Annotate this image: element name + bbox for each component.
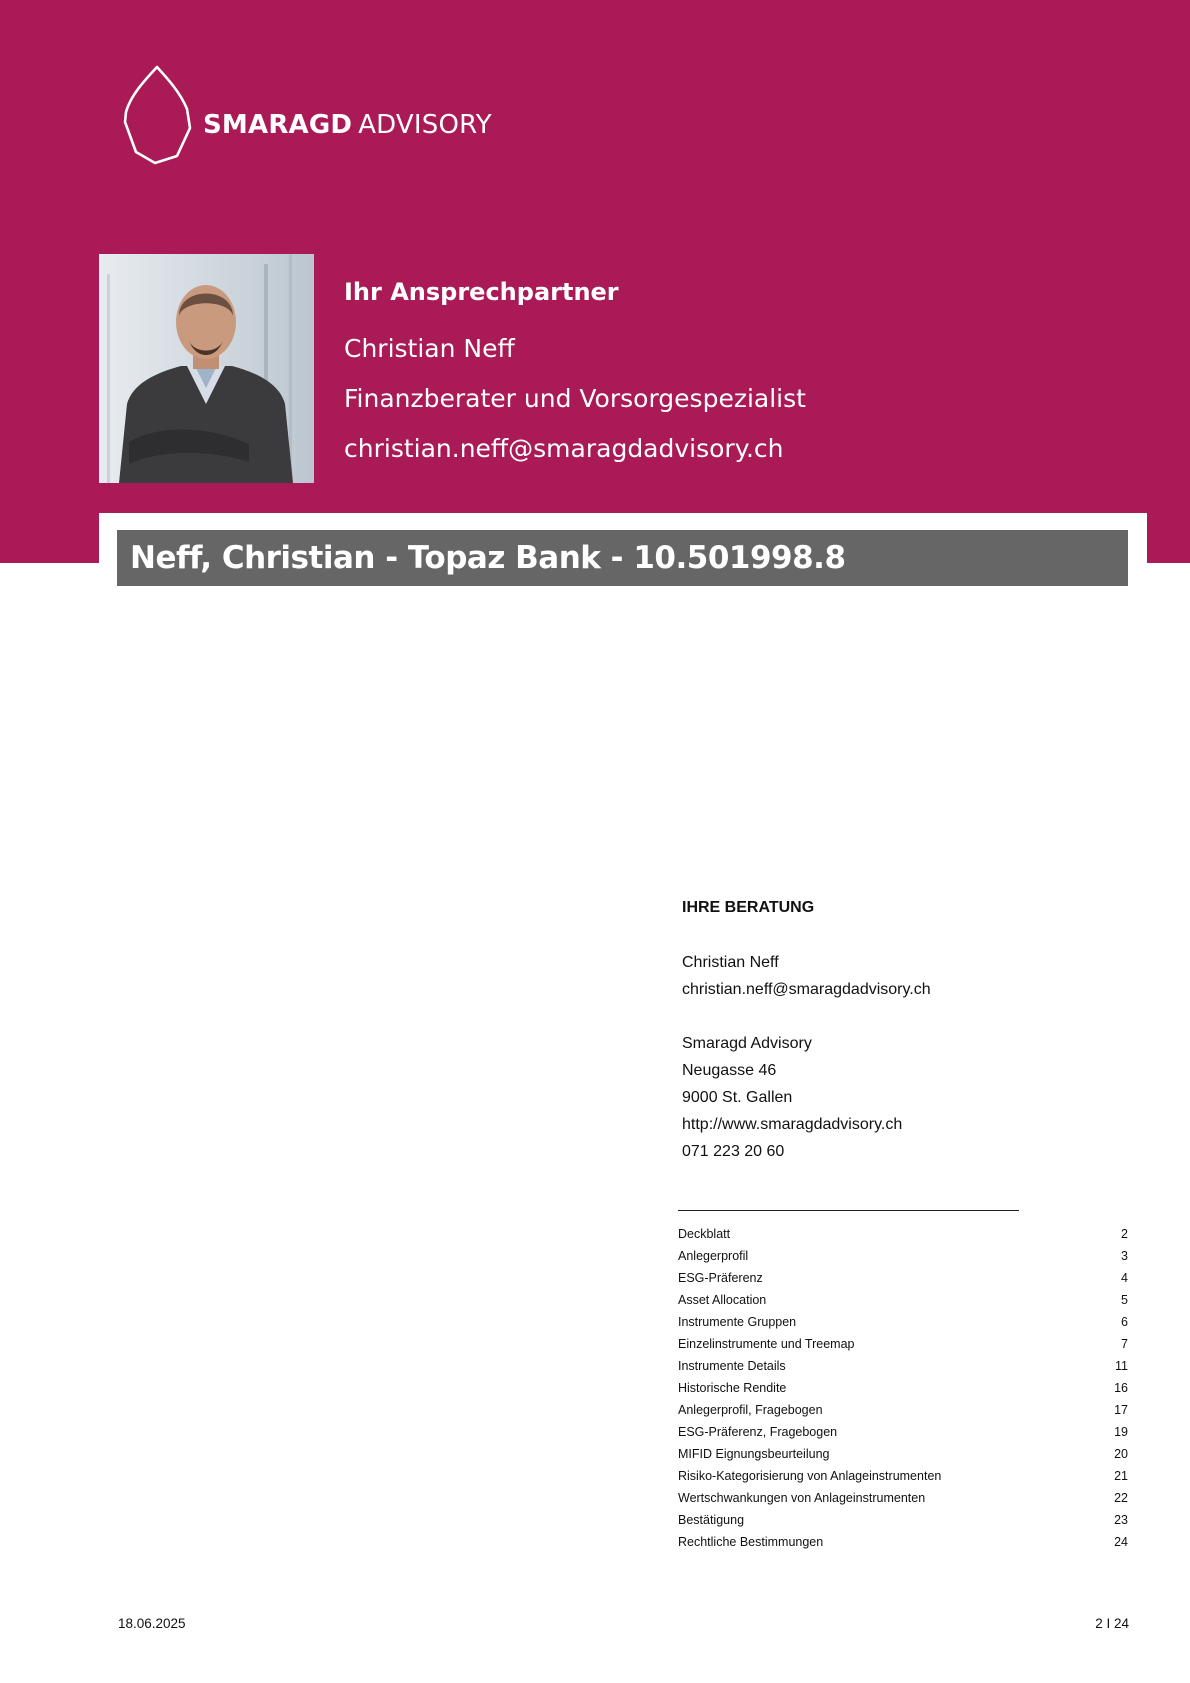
toc-page: 7 xyxy=(1121,1337,1128,1351)
contact-role: Finanzberater und Vorsorgespezialist xyxy=(344,384,806,413)
advice-website[interactable]: http://www.smaragdadvisory.ch xyxy=(682,1116,903,1133)
document-title: Neff, Christian - Topaz Bank - 10.501998.8 xyxy=(117,530,1128,586)
gem-drop-icon xyxy=(122,64,192,166)
toc-page: 23 xyxy=(1114,1513,1128,1527)
toc-item[interactable] xyxy=(678,1399,1128,1421)
toc-page: 5 xyxy=(1121,1293,1128,1307)
toc-label: Instrumente Details xyxy=(678,1359,786,1373)
toc-page: 4 xyxy=(1121,1271,1128,1285)
spacer xyxy=(682,1003,931,1030)
toc-page: 11 xyxy=(1115,1359,1128,1373)
toc-label: Instrumente Gruppen xyxy=(678,1315,797,1329)
advice-city: 9000 St. Gallen xyxy=(682,1089,793,1106)
smaragd-logo xyxy=(122,64,502,166)
toc-label: Deckblatt xyxy=(678,1227,731,1241)
toc-item[interactable] xyxy=(678,1443,1128,1465)
toc-item[interactable] xyxy=(678,1245,1128,1267)
toc-item[interactable] xyxy=(678,1487,1128,1509)
toc-item[interactable] xyxy=(678,1333,1128,1355)
toc-item[interactable] xyxy=(678,1311,1128,1333)
advice-phone: 071 223 20 60 xyxy=(682,1143,785,1160)
toc-page: 19 xyxy=(1114,1425,1128,1439)
advisor-photo xyxy=(99,254,314,483)
advice-company: Smaragd Advisory xyxy=(682,1035,812,1052)
toc-label: ESG-Präferenz xyxy=(678,1271,763,1285)
toc-item[interactable] xyxy=(678,1355,1128,1377)
toc-label: Wertschwankungen von Anlageinstrumenten xyxy=(678,1491,926,1505)
toc-label: Anlegerprofil, Fragebogen xyxy=(678,1403,823,1417)
toc-label: Anlegerprofil xyxy=(678,1249,749,1263)
toc-label: Risiko-Kategorisierung von Anlageinstrumenten xyxy=(678,1469,942,1483)
brand-light: ADVISORY xyxy=(358,110,492,140)
toc-page: 3 xyxy=(1121,1249,1128,1263)
contact-heading: Ihr Ansprechpartner xyxy=(344,278,619,306)
toc-item[interactable] xyxy=(678,1421,1128,1443)
contact-email[interactable]: christian.neff@smaragdadvisory.ch xyxy=(344,434,784,463)
toc-page: 22 xyxy=(1114,1491,1128,1505)
toc-page: 21 xyxy=(1114,1469,1128,1483)
toc-item[interactable] xyxy=(678,1223,1128,1245)
table-of-contents xyxy=(678,1223,1128,1553)
toc-item[interactable] xyxy=(678,1289,1128,1311)
toc-item[interactable] xyxy=(678,1465,1128,1487)
toc-divider xyxy=(678,1210,1019,1211)
toc-label: Asset Allocation xyxy=(678,1293,767,1307)
toc-label: MIFID Eignungsbeurteilung xyxy=(678,1447,830,1461)
contact-block xyxy=(344,274,806,474)
brand-wordmark xyxy=(203,110,492,140)
toc-label: Einzelinstrumente und Treemap xyxy=(678,1337,855,1351)
toc-item[interactable] xyxy=(678,1531,1128,1553)
brand-bold: SMARAGD xyxy=(203,110,353,140)
footer-page-number: 2 I 24 xyxy=(1095,1616,1129,1631)
toc-label: ESG-Präferenz, Fragebogen xyxy=(678,1425,838,1439)
advice-street: Neugasse 46 xyxy=(682,1062,777,1079)
toc-label: Rechtliche Bestimmungen xyxy=(678,1535,824,1549)
advice-email[interactable]: christian.neff@smaragdadvisory.ch xyxy=(682,981,931,998)
toc-item[interactable] xyxy=(678,1509,1128,1531)
toc-page: 20 xyxy=(1114,1447,1128,1461)
toc-page: 24 xyxy=(1114,1535,1128,1549)
footer-date: 18.06.2025 xyxy=(118,1616,186,1631)
toc-item[interactable] xyxy=(678,1267,1128,1289)
toc-label: Historische Rendite xyxy=(678,1381,787,1395)
toc-page: 16 xyxy=(1114,1381,1128,1395)
advice-block xyxy=(682,895,931,1165)
toc-page: 2 xyxy=(1121,1227,1128,1241)
advice-name: Christian Neff xyxy=(682,954,779,971)
contact-name: Christian Neff xyxy=(344,334,515,363)
toc-item[interactable] xyxy=(678,1377,1128,1399)
toc-label: Bestätigung xyxy=(678,1513,745,1527)
toc-page: 6 xyxy=(1121,1315,1128,1329)
toc-page: 17 xyxy=(1114,1403,1128,1417)
advice-heading: IHRE BERATUNG xyxy=(682,899,815,916)
